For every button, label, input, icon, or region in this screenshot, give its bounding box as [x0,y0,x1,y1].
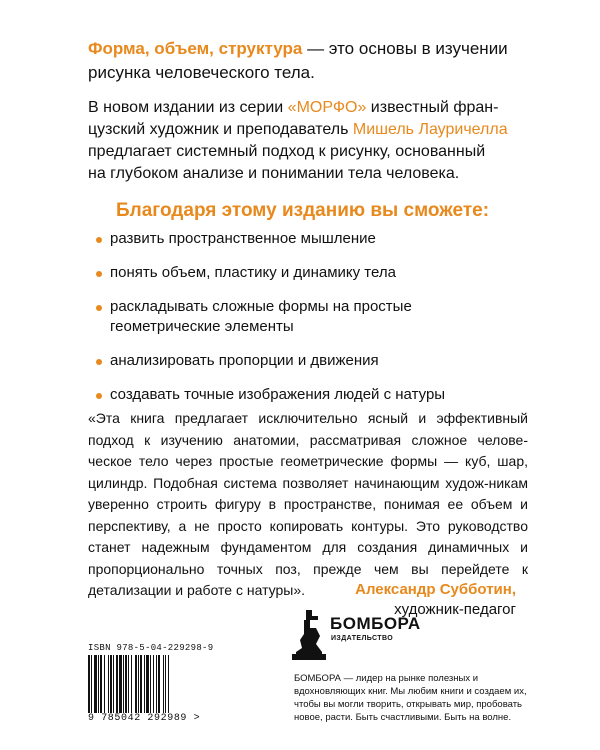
intro-rest-1: — это основы в изучении [302,39,508,58]
benefit-item [96,351,496,371]
benefits-list [96,229,496,419]
author-name: Мишель Лауричелла [352,121,508,138]
isbn-label: ISBN 978-5-04-229298-9 [88,643,214,653]
benefit-text: создавать точные изображения людей с натуры [110,386,446,403]
bullet-icon [96,393,102,399]
logo-sub: ИЗДАТЕЛЬСТВО [331,635,394,642]
review-quote: «Эта книга предлагает исключительно ясный и эффективный подход к изучению анатомии, рассматривая сложное челове-ческое тело через простые геометрические формы — куб, шар, цилиндр. Подобная система позволяет начинающим худож-никам уверенно строить фигуру в пространстве, понимая ее объем и перспективу, а не просто копировать контуры. Это руководство станет надежным фундаментом для создания динамичных и пропорционально точных поз, прежде чем вы перейдете к детализации и работе с натуры». [88,410,528,598]
bullet-icon [96,305,102,311]
description-paragraph [88,97,528,185]
benefit-text: развить пространственное мышление [110,230,376,247]
publisher-logo [292,608,421,664]
barcode-bars [88,655,220,717]
bombora-logo-icon [292,608,328,662]
intro-rest-2: рисунка человеческого тела. [88,63,315,82]
intro-paragraph [88,37,528,85]
benefit-text: раскладывать сложные формы на простые геометрические элементы [110,298,412,335]
benefit-item [96,263,496,283]
bullet-icon [96,237,102,243]
benefit-text: понять объем, пластику и динамику тела [110,264,396,281]
barcode-digits: 9 785042 292989 > [88,713,201,724]
logo-brand: БОМБОРА [330,614,421,633]
bullet-icon [96,359,102,365]
desc-text-5: на глубоком анализе и понимании тела человека. [88,165,460,182]
benefit-item [96,385,496,405]
desc-text-2: известный фран- [366,99,499,116]
publisher-blurb: БОМБОРА — лидер на рынке полезных и вдохновляющих книг. Мы любим книги и создаем их, чтобы вы могли творить, открывать мир, пробовать новое, расти. Быть счастливыми. Быть на волне. [294,673,527,723]
desc-text-3: цузский художник и преподаватель [88,121,353,138]
benefit-item [96,297,496,337]
desc-text-4: предлагает системный подход к рисунку, основанный [88,143,486,160]
barcode [88,643,220,727]
barcode-bar [169,655,171,713]
bullet-icon [96,271,102,277]
benefits-title: Благодаря этому изданию вы сможете: [116,200,490,221]
benefit-item [96,229,496,249]
review-author-role: художник-педагог [394,601,516,618]
review-author-name: Александр Субботин, [355,581,516,598]
series-name: «МОРФО» [287,99,367,116]
intro-accent: Форма, объем, структура [88,39,303,58]
desc-text-1: В новом издании из серии [88,99,288,116]
benefit-text: анализировать пропорции и движения [110,352,379,369]
